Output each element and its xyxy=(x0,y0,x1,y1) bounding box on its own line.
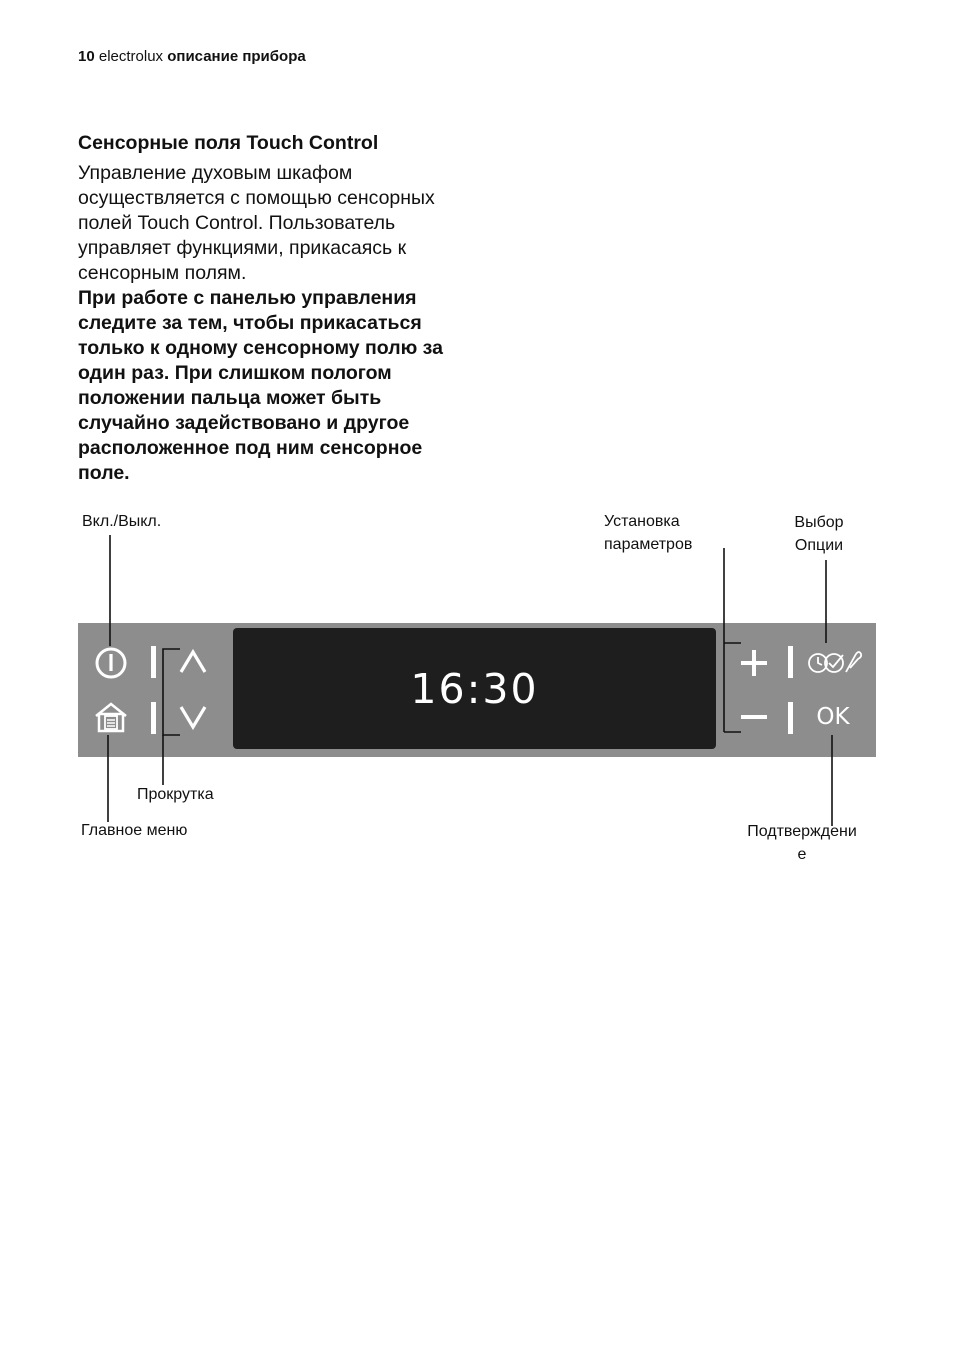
label-set-params-line2: параметров xyxy=(604,536,693,553)
up-arrow-icon[interactable] xyxy=(181,652,205,672)
ok-button[interactable]: OK xyxy=(816,704,850,730)
separator-right-top xyxy=(788,646,793,678)
section-title: описание прибора xyxy=(167,48,306,65)
callout-lines xyxy=(108,535,832,826)
option-icon[interactable] xyxy=(809,652,861,672)
brand-name: electrolux xyxy=(98,48,164,65)
separator-left-top xyxy=(151,646,156,678)
section-heading: Сенсорные поля Touch Control xyxy=(78,132,379,154)
label-option-line2: Опции xyxy=(794,537,844,554)
separators xyxy=(151,646,793,734)
label-main-menu: Главное меню xyxy=(81,822,188,839)
label-on-off: Вкл./Выкл. xyxy=(82,513,162,530)
label-confirm-line1: Подтверждени xyxy=(747,823,857,840)
separator-right-bottom xyxy=(788,702,793,734)
down-arrow-icon[interactable] xyxy=(181,707,205,727)
label-set-params-line1: Установка xyxy=(604,513,680,530)
label-confirm-line2: е xyxy=(797,846,807,863)
label-scroll: Прокрутка xyxy=(137,786,214,803)
display-time: 16:30 xyxy=(410,664,539,713)
home-menu-icon[interactable] xyxy=(96,704,126,731)
power-icon[interactable] xyxy=(97,649,125,677)
intro-paragraph: Управление духовым шкафом осуществляется с помощью сенсорных полей Touch Control. Пользователь управляет функциями, прикасаясь к сенсорным полям. xyxy=(78,162,435,284)
warning-paragraph: При работе с панелью управления следите за тем, чтобы прикасаться только к одному сенсорному полю за один раз. При слишком пологом положении пальца может быть случайно задействовано и другое расположенное под ним сенсорное поле. xyxy=(78,287,443,484)
plus-icon[interactable] xyxy=(741,650,767,676)
scroll-bracket xyxy=(163,649,180,735)
label-option-line1: Выбор xyxy=(794,514,844,531)
separator-left-bottom xyxy=(151,702,156,734)
page-number: 10 xyxy=(78,48,95,65)
